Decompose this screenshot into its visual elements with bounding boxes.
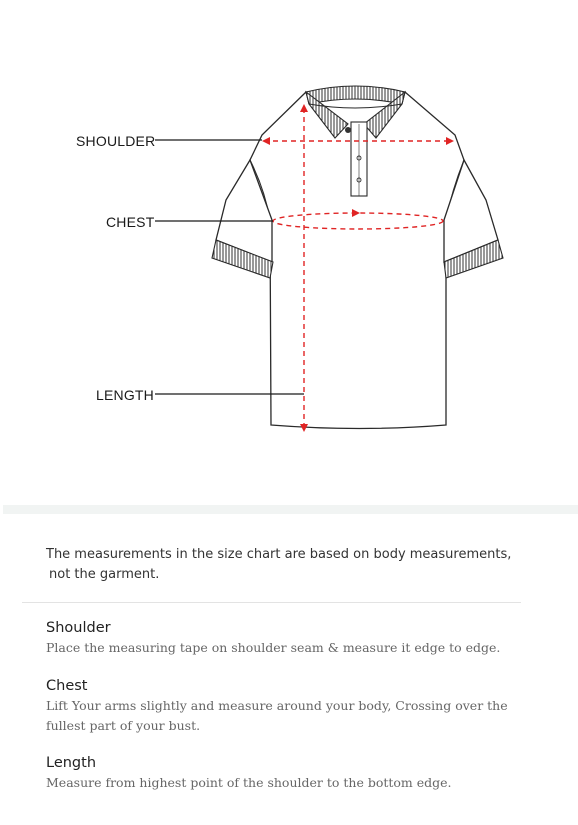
- guide-length: [46, 755, 526, 793]
- horizontal-divider: [22, 602, 521, 603]
- section-divider-band: [3, 505, 578, 514]
- measurement-note: [46, 545, 516, 585]
- guide-text: Measure from highest point of the shoulder to the bottom edge.: [46, 775, 452, 790]
- shoulder-label: SHOULDER: [76, 133, 156, 149]
- guide-title: Shoulder: [46, 620, 111, 636]
- measurement-note-line-2: not the garment.: [49, 567, 160, 582]
- chest-label: CHEST: [106, 214, 155, 230]
- guide-title: Length: [46, 755, 97, 771]
- measurement-note-line-1: The measurements in the size chart are based on body measurements,: [46, 547, 512, 562]
- length-label: LENGTH: [96, 387, 154, 403]
- guide-title: Chest: [46, 678, 88, 694]
- guide-chest: [46, 678, 526, 736]
- length-arrow-bottom: [300, 424, 308, 432]
- guide-text: Place the measuring tape on shoulder seam & measure it edge to edge.: [46, 640, 501, 655]
- placket-button-1: [345, 127, 351, 133]
- guide-text: Lift Your arms slightly and measure around your body, Crossing over the fullest part of your bust.: [46, 698, 508, 733]
- guide-shoulder: [46, 620, 526, 658]
